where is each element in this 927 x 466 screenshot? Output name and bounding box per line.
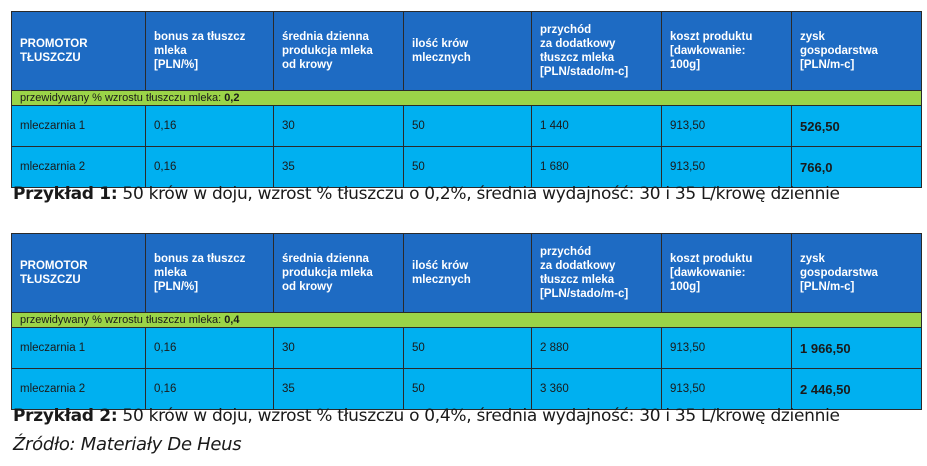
header-cows: ilość krów mlecznych — [404, 12, 532, 91]
fat-increase-cell: przewidywany % wzrostu tłuszczu mleka: 0,2 — [12, 91, 922, 106]
fat-increase-cell: przewidywany % wzrostu tłuszczu mleka: 0,4 — [12, 313, 922, 328]
table-example-1 — [11, 11, 922, 188]
header-bonus: bonus za tłuszcz mleka [PLN/%] — [146, 12, 274, 91]
cell-cost: 913,50 — [662, 369, 792, 410]
table-row — [12, 106, 922, 147]
header-promotor: PROMOTOR TŁUSZCZU — [12, 234, 146, 313]
header-revenue: przychód za dodatkowy tłuszcz mleka [PLN/stado/m-c] — [532, 234, 662, 313]
cell-production: 30 — [274, 106, 404, 147]
cell-bonus: 0,16 — [146, 369, 274, 410]
cell-revenue: 3 360 — [532, 369, 662, 410]
cell-dairy: mleczarnia 1 — [12, 106, 146, 147]
caption-example-1: Przykład 1: 50 krów w doju, wzrost % tłuszczu o 0,2%, średnia wydajność: 30 i 35 L/krowę dziennie — [13, 184, 840, 204]
header-promotor: PROMOTOR TŁUSZCZU — [12, 12, 146, 91]
fat-increase-row — [12, 313, 922, 328]
cell-bonus: 0,16 — [146, 328, 274, 369]
cell-bonus: 0,16 — [146, 106, 274, 147]
header-cows: ilość krów mlecznych — [404, 234, 532, 313]
header-profit: zysk gospodarstwa [PLN/m-c] — [792, 12, 922, 91]
fat-increase-row — [12, 91, 922, 106]
table-example-2 — [11, 233, 922, 410]
cell-cost: 913,50 — [662, 106, 792, 147]
cell-profit: 2 446,50 — [792, 369, 922, 410]
cell-profit: 766,0 — [792, 147, 922, 188]
cell-production: 35 — [274, 369, 404, 410]
cell-cows: 50 — [404, 106, 532, 147]
table-header-row — [12, 12, 922, 91]
caption-example-2: Przykład 2: 50 krów w doju, wzrost % tłuszczu o 0,4%, średnia wydajność: 30 i 35 L/krowę dziennie — [13, 406, 840, 426]
source-note: Źródło: Materiały De Heus — [13, 434, 242, 455]
cell-dairy: mleczarnia 2 — [12, 147, 146, 188]
cell-bonus: 0,16 — [146, 147, 274, 188]
header-production: średnia dzienna produkcja mleka od krowy — [274, 12, 404, 91]
cell-cows: 50 — [404, 328, 532, 369]
cell-cows: 50 — [404, 147, 532, 188]
cell-revenue: 2 880 — [532, 328, 662, 369]
table-row — [12, 147, 922, 188]
cell-cows: 50 — [404, 369, 532, 410]
table-row — [12, 369, 922, 410]
cell-production: 30 — [274, 328, 404, 369]
cell-revenue: 1 680 — [532, 147, 662, 188]
cell-revenue: 1 440 — [532, 106, 662, 147]
cell-dairy: mleczarnia 1 — [12, 328, 146, 369]
header-revenue: przychód za dodatkowy tłuszcz mleka [PLN/stado/m-c] — [532, 12, 662, 91]
table-row — [12, 328, 922, 369]
cell-dairy: mleczarnia 2 — [12, 369, 146, 410]
header-production: średnia dzienna produkcja mleka od krowy — [274, 234, 404, 313]
cell-profit: 526,50 — [792, 106, 922, 147]
cell-profit: 1 966,50 — [792, 328, 922, 369]
cell-production: 35 — [274, 147, 404, 188]
header-profit: zysk gospodarstwa [PLN/m-c] — [792, 234, 922, 313]
header-bonus: bonus za tłuszcz mleka [PLN/%] — [146, 234, 274, 313]
header-cost: koszt produktu [dawkowanie: 100g] — [662, 12, 792, 91]
header-cost: koszt produktu [dawkowanie: 100g] — [662, 234, 792, 313]
cell-cost: 913,50 — [662, 328, 792, 369]
cell-cost: 913,50 — [662, 147, 792, 188]
table-header-row — [12, 234, 922, 313]
